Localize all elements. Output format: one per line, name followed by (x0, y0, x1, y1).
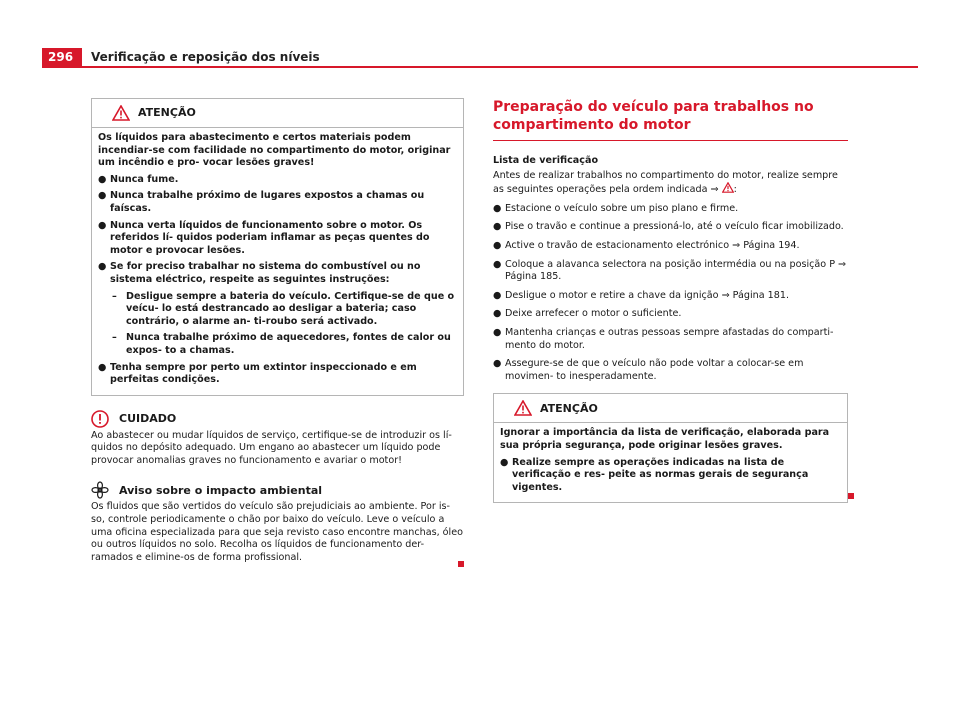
left-column (91, 98, 464, 572)
checklist-title: Lista de verificação (493, 155, 599, 166)
list-item: ● Active o travão de estacionamento electrónico ⇒ Página 194. (493, 239, 800, 251)
list-item: ● Se for preciso trabalhar no sistema do combustível ou no sistema eléctrico, respeite as seguintes instruções: (98, 261, 421, 285)
environment-header (91, 481, 464, 499)
list-item: ● Realize sempre as operações indicadas na lista de verificação e res- peite as normas gerais de segurança vigentes. (500, 456, 809, 493)
checklist (493, 155, 848, 383)
warning-box (91, 98, 464, 396)
warning-title: ATENÇÃO (540, 401, 598, 415)
warning-header (92, 99, 463, 128)
page-number: 296 (42, 48, 82, 67)
section-heading: Preparação do veículo para trabalhos no compartimento do motor (493, 98, 848, 141)
warning-header (494, 394, 847, 423)
warning-triangle-icon (514, 400, 532, 416)
chapter-title: Verificação e reposição dos níveis (91, 50, 320, 64)
environment-title: Aviso sobre o impacto ambiental (119, 483, 323, 497)
list-item: ● Nunca verta líquidos de funcionamento sobre o motor. Os referidos lí- quidos poderiam inflamar as peças quentes do motor e provocar lesões. (98, 219, 430, 256)
warning-body (92, 128, 463, 395)
warning-box-right (493, 393, 848, 503)
environment-section (91, 481, 464, 571)
warning-intro: Ignorar a importância da lista de verificação, elaborada para sua própria segurança, pode originar lesões graves. (500, 427, 830, 451)
list-item: ● Coloque a alavanca selectora na posição intermédia ou na posição P ⇒ Página 185. (493, 258, 847, 283)
list-item: ● Tenha sempre por perto um extintor inspeccionado e em perfeitas condições. (98, 361, 417, 386)
caution-header (91, 410, 464, 428)
list-item: ● Assegure-se de que o veículo não pode voltar a colocar-se em movimen- to inesperadamente. (493, 358, 804, 382)
caution-section (91, 410, 464, 468)
right-column (493, 98, 848, 503)
caution-exclamation-icon (91, 410, 109, 428)
end-of-section-icon (458, 561, 464, 567)
list-item: ● Estacione o veículo sobre um piso plano e firme. (493, 202, 739, 214)
header-divider (42, 66, 918, 68)
warning-triangle-icon (722, 182, 734, 193)
list-item: ● Mantenha crianças e outras pessoas sempre afastadas do comparti- mento do motor. (493, 326, 834, 351)
environment-text: Os fluidos que são vertidos do veículo são prejudiciais ao ambiente. Por is- so, controle periodicamente o chão por baixo do veículo. Leve o veículo a uma oficina especializada para que seja revisto caso encontre manchas, óleo ou outros líquidos no solo. Recolha os líquidos de funcionamento der- ramados e elimine-os de forma profissional. (91, 501, 463, 563)
sub-list-item: – Desligue sempre a bateria do veículo. Certifique-se de que o veícu- lo está destrancado ao desligar a bateria; caso contrário, o alarme an- ti-roubo será activado. (112, 290, 455, 327)
caution-title: CUIDADO (119, 411, 177, 425)
list-item: ● Nunca trabalhe próximo de lugares expostos a chamas ou faíscas. (98, 190, 425, 214)
warning-title: ATENÇÃO (138, 106, 196, 120)
list-item: ● Nunca fume. (98, 173, 179, 185)
checklist-intro: Antes de realizar trabalhos no compartimento do motor, realize sempre as seguintes operações pela ordem indicada ⇒ : (493, 169, 838, 196)
list-item: ● Deixe arrefecer o motor o suficiente. (493, 308, 682, 320)
list-item: ● Desligue o motor e retire a chave da ignição ⇒ Página 181. (493, 289, 790, 301)
page-header (0, 0, 960, 70)
list-item: ● Pise o travão e continue a pressioná-lo, até o veículo ficar imobilizado. (493, 221, 844, 233)
warning-triangle-icon (112, 105, 130, 121)
warning-intro: Os líquidos para abastecimento e certos materiais podem incendiar-se com facilidade no compartimento do motor, originar um incêndio e pro- vocar lesões graves! (98, 132, 451, 169)
caution-text: Ao abastecer ou mudar líquidos de serviço, certifique-se de introduzir os lí- quidos no depósito adequado. Um engano ao abastecer um líquido pode provocar anomalias graves no funcionamento e avariar o motor! (91, 429, 452, 466)
end-of-section-icon (848, 493, 854, 499)
environment-flower-icon (91, 481, 109, 499)
warning-body (494, 423, 847, 502)
sub-list-item: – Nunca trabalhe próximo de aquecedores, fontes de calor ou expos- to a chamas. (112, 332, 451, 356)
